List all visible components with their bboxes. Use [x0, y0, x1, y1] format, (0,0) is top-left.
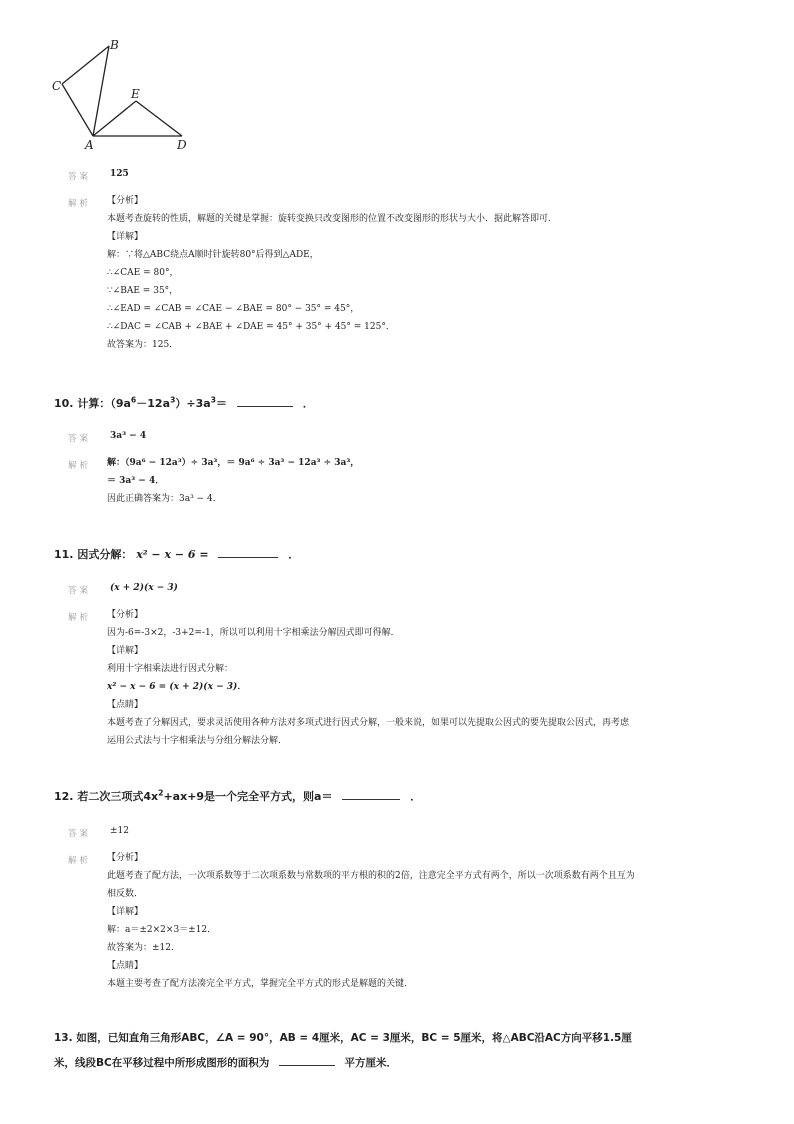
q11-line: 【详解】	[107, 646, 144, 656]
q9-line: 【分析】	[107, 196, 144, 206]
q12-number: 12.	[54, 790, 74, 803]
q11-answer-blank[interactable]	[218, 547, 278, 558]
q12-exp: 2	[158, 788, 164, 798]
q12-answer-tag: 答案	[68, 829, 92, 839]
q10-analysis-tag: 解析	[68, 461, 92, 471]
q10-exp3: 3	[210, 395, 217, 405]
q11-number: 11.	[54, 548, 74, 561]
q10-exp1: 6	[130, 395, 137, 405]
q9-line: 本题考查旋转的性质，解题的关键是掌握：旋转变换只改变图形的位置不改变图形的形状与大小．据此解答即可．	[107, 214, 558, 224]
q10-exp2: 3	[170, 395, 176, 405]
q11-line: 因为-6=-3×2，-3+2=-1，所以可以利用十字相乘法分解因式即可得解．	[107, 628, 400, 638]
q12-line: 【分析】	[107, 853, 144, 863]
q10-line: 解：（9a⁶ − 12a³）÷ 3a³，＝ 9a⁶ ÷ 3a³ − 12a³ ÷ 3a³，	[107, 458, 360, 468]
q12-line: 【点睛】	[107, 961, 144, 971]
q13-line1: 如图，已知直角三角形ABC，∠A = 90°，AB = 4厘米，AC = 3厘米，BC = 5厘米，将△ABC沿AC方向平移1.5厘	[76, 1032, 632, 1044]
q11-line: 【点睛】	[107, 700, 144, 710]
q9-line: 解：∵将△ABC绕点A顺时针旋转80°后得到△ADE，	[107, 250, 319, 260]
q11-answer: (x + 2)(x − 3)	[110, 583, 178, 593]
q11-line: 利用十字相乘法进行因式分解：	[107, 664, 234, 674]
q11-analysis	[107, 606, 629, 750]
q9-line: ∴∠DAC = ∠CAB + ∠BAE + ∠DAE = 45° + 35° + 45° = 125°．	[107, 322, 395, 332]
q9-analysis	[107, 192, 557, 354]
q9-line: ∵∠BAE = 35°，	[107, 286, 179, 296]
q10-analysis	[107, 454, 359, 508]
q9-answer: 125	[110, 169, 129, 179]
q12-answer: ±12	[110, 826, 129, 836]
q10-mid: －12a	[136, 397, 171, 410]
q10-number: 10.	[54, 397, 74, 410]
q10-line: ＝ 3a³ − 4．	[107, 476, 165, 486]
label-d: D	[177, 138, 187, 152]
q12-line: 解：a＝±2×2×3＝±12．	[107, 925, 217, 935]
q12-line: 故答案为：±12．	[107, 943, 180, 953]
q10-answer-blank[interactable]	[237, 396, 293, 407]
q9-analysis-tag: 解析	[68, 199, 92, 209]
q12-answer-blank[interactable]	[342, 789, 400, 800]
segment-ed	[136, 101, 182, 136]
geometry-figure	[50, 36, 200, 160]
q9-line: 【详解】	[107, 232, 144, 242]
q10-line: 因此正确答案为：3a³ − 4．	[107, 494, 222, 504]
q12-analysis	[107, 849, 635, 993]
q9-line: ∴∠CAE = 80°，	[107, 268, 179, 278]
q11-line: x² − x − 6 = (x + 2)(x − 3)．	[107, 682, 247, 692]
segment-ba	[93, 46, 109, 136]
q10-prefix: 计算：（9a	[77, 397, 131, 410]
q11-line: 【分析】	[107, 610, 144, 620]
label-c: C	[52, 79, 62, 93]
q10-end: ．	[302, 397, 314, 410]
q11-analysis-tag: 解析	[68, 613, 92, 623]
label-a: A	[85, 138, 94, 152]
segment-ac	[62, 84, 93, 136]
q12-end: ．	[410, 790, 422, 803]
q11-expr: x² − x − 6 =	[136, 548, 209, 561]
q12-suffix: +ax+9是一个完全平方式，则a＝	[163, 790, 333, 803]
q12-line: 【详解】	[107, 907, 144, 917]
q11-end: ．	[288, 548, 300, 561]
question-11	[54, 546, 299, 562]
q9-line: 故答案为：125．	[107, 340, 179, 350]
q12-analysis-tag: 解析	[68, 856, 92, 866]
q11-line: 本题考查了分解因式，要求灵活使用各种方法对多项式进行因式分解，一般来说，如果可以先提取公因式的要先提取公因式，再考虑	[107, 718, 630, 728]
question-13	[54, 1030, 632, 1045]
q12-line: 本题主要考查了配方法凑完全平方式，掌握完全平方式的形式是解题的关键．	[107, 979, 414, 989]
q12-line: 相反数．	[107, 889, 144, 899]
q10-answer: 3a³ − 4	[110, 431, 147, 441]
q11-prefix: 因式分解：	[77, 548, 133, 561]
question-10	[54, 395, 314, 411]
triangle-diagram	[50, 36, 200, 156]
segment-cb	[62, 46, 109, 84]
q10-suffix: ）÷3a	[175, 397, 211, 410]
label-b: B	[110, 38, 119, 52]
q12-line: 此题考查了配方法，一次项系数等于二次项系数与常数项的平方根的积的2倍，注意完全平方式有两个，所以一次项系数有两个且互为	[107, 871, 635, 881]
q13-line2-prefix: 米，线段BC在平移过程中所形成图形的面积为	[54, 1057, 270, 1069]
q9-answer-tag: 答案	[68, 172, 92, 182]
q11-line: 运用公式法与十字相乘法与分组分解法分解．	[107, 736, 288, 746]
label-e: E	[131, 87, 140, 101]
q13-answer-blank[interactable]	[279, 1055, 335, 1066]
q9-line: ∴∠EAD = ∠CAB = ∠CAE − ∠BAE = 80° − 35° = 45°，	[107, 304, 360, 314]
q10-eq: ＝	[216, 397, 228, 410]
q13-number: 13.	[54, 1032, 73, 1044]
q10-answer-tag: 答案	[68, 434, 92, 444]
segment-ae	[93, 101, 136, 136]
question-12	[54, 788, 421, 804]
q11-answer-tag: 答案	[68, 586, 92, 596]
q12-prefix: 若二次三项式4x	[77, 790, 159, 803]
question-13-line2	[54, 1055, 397, 1070]
q13-line2-suffix: 平方厘米．	[344, 1057, 398, 1069]
